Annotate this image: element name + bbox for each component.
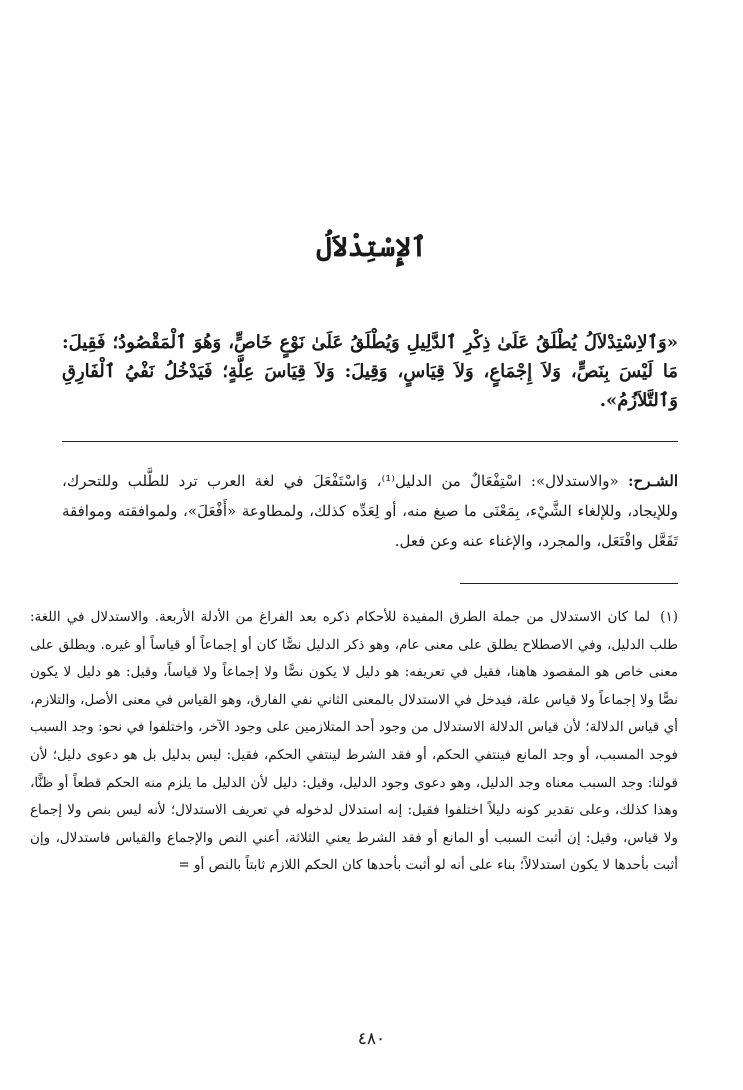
footnote-text: لما كان الاستدلال من جملة الطرق المفيدة للأحكام ذكره بعد الفراغ من الأدلة الأربعة. والاستدلال في اللغة: طلب الدليل، وفي الاصطلاح يطلق على معنى عام، وهو ذكر الدليل نصًّا كان أو إجماعاً أو قياساً أو غيره. ويطلق على معنى خاص هو المقصود هاهنا، فقيل في تعريفه: هو دليل لا يكون نصًّا ولا إجماعاً ولا قياساً، وقيل: هو دليل لا يكون نصًّا ولا إجماعاً ولا قياس علة، فيدخل في الاستدلال بالمعنى الثاني نفي الفارق، وهو القياس في معنى الأصل، والتلازم، أي قياس الدلالة؛ لأن قياس الدلالة الاستدلال من وجود أحد المتلازمين على وجود الآخر، واختلفوا في نحو: وجد السبب فوجد المسبب، أو وجد المانع فينتفي الحكم، أو فقد الشرط لينتفي الحكم، فقيل: ليس بدليل بل هو دعوى دليل؛ لأن قولنا: وجد السبب معناه وجد الدليل، وهو دعوى وجود الدليل، وقيل: دليل لأن الدليل ما يلزم منه الحكم قطعاً أو ظنًّا، وهذا كذلك، وعلى تقدير كونه دليلاً اختلفوا فقيل: إنه استدلال لدخوله في تعريف الاستدلال؛ لأنه ليس بنص ولا إجماع ولا قياس، وقيل: إن أثبت السبب أو المانع أو فقد الشرط يعني الثلاثة، أعني النص والإجماع والقياس فاستدلال، وإن أثبت بأحدها لا يكون استدلالاً؛ بناء على أنه لو أثبت بأحدها كان الحكم اللازم ثابتاً بالنص أو = bbox=[30, 609, 678, 874]
footnote-marker: (١) bbox=[660, 609, 678, 625]
footnote-divider bbox=[460, 583, 678, 584]
matn-text: «وَٱلاِسْتِدْلاَلُ يُطْلَقُ عَلَىٰ ذِكْرِ ٱلدَّلِيلِ وَيُطْلَقُ عَلَىٰ نَوْعٍ خَاصٍّ، وَهُوَ ٱلْمَقْصُودُ؛ فَقِيلَ: مَا لَيْسَ بِنَصٍّ، وَلاَ إِجْمَاعٍ، وَلاَ قِيَاسٍ، وَقِيلَ: وَلاَ قِيَاسَ عِلَّةٍ؛ فَيَدْخُلُ نَفْيُ ٱلْفَارِقِ وَٱلتَّلاَزُمُ». bbox=[62, 332, 678, 411]
sharh-paragraph bbox=[62, 466, 678, 556]
chapter-title: ٱلإِسْتِدْلاَلُ bbox=[316, 232, 427, 263]
sharh-label: الشـرح: bbox=[627, 472, 678, 490]
page-number: ٤٨٠ bbox=[357, 1029, 386, 1049]
footnote bbox=[30, 604, 678, 880]
matn-divider bbox=[62, 441, 678, 442]
sharh-text: «والاستدلال»: اسْتِفْعَالٌ من الدليل⁽¹⁾، وَاسْتَفْعَلَ في لغة العرب ترد للطَّلب وللتحرك، وللإيجاد، وللإلغاء الشَّيْء، بِمَعْنَى ما صيغ منه، أو لِعَدِّه كذلك، ولمطاوعة «أَفْعَلَ»، ولموافقته وموافقة تَفَعَّل وافْتَعَل، والمجرد، والإغناء عنه وعن فعل. bbox=[62, 472, 678, 550]
